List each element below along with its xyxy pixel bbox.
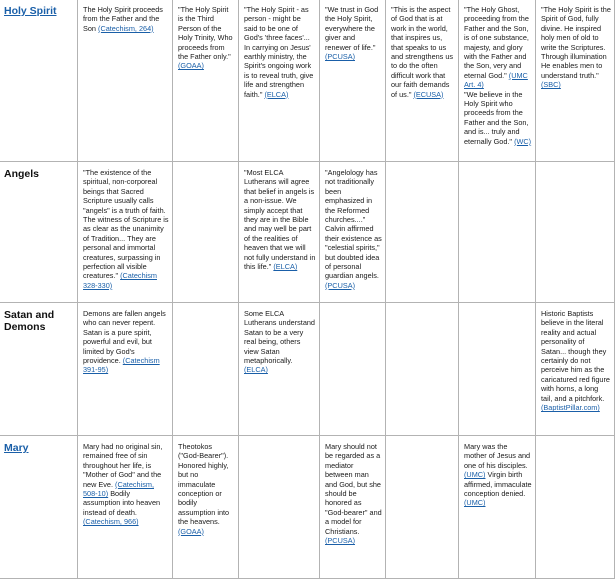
table-row [0,162,615,303]
table-cell [459,436,536,579]
table-cell [386,303,459,436]
cell-text: "The Holy Spirit is the Spirit of God, fully divine. He inspired holy men of old to write the Scriptures. Through illumination He enables men to understand truth." [541,5,611,80]
cell-text: "The Holy Ghost, proceeding from the Father and the Son, is of one substance, majesty, and glory with the Father and the Son, very and eternal God." [464,5,529,80]
cell-text: Mary should not be regarded as a mediator between man and God, but she should be honored as "God-bearer" and a model for Christians. [325,442,382,536]
source-link[interactable]: (GOAA) [178,526,204,536]
table-cell [386,436,459,579]
source-link[interactable]: (UMC Art. 4) [464,70,528,90]
table-cell [536,303,615,436]
table-cell [320,162,386,303]
source-link[interactable]: (Catechism, 264) [98,23,154,33]
table-cell [78,0,173,162]
source-link[interactable]: (WC) [514,136,532,146]
table-cell [536,436,615,579]
topic-link[interactable]: Holy Spirit [4,5,57,17]
cell-text: Virgin birth affirmed, immaculate conception denied. [464,470,532,499]
source-link[interactable]: (Catechism 391-95) [83,356,160,375]
cell-text: Mary was the mother of Jesus and one of his disciples. [464,442,531,470]
table-row [0,436,615,579]
source-link[interactable]: (PCUSA) [325,536,355,546]
table-cell [239,436,320,579]
table-cell [320,0,386,162]
table-cell [386,162,459,303]
cell-text: Some ELCA Lutherans understand Satan to be a very real being, others view Satan metaphorically. [244,309,315,366]
table-row [0,0,615,162]
topic-label: Satan and Demons [4,309,55,333]
topic-label: Angels [4,168,40,180]
cell-text: The Holy Spirit proceeds from the Father and the Son [83,5,163,33]
cell-text: "Most ELCA Lutherans will agree that belief in angels is a non-issue. We simply accept that they are in the Bible and may well be part of the realities of heaven that we will not fully understand in this life." [244,168,316,272]
source-link[interactable]: (ECUSA) [413,89,444,99]
source-link[interactable]: (Catechism, 966) [83,517,139,527]
source-link[interactable]: (GOAA) [178,61,204,71]
table-cell [173,303,239,436]
table-cell [320,303,386,436]
cell-text: "We trust in God the Holy Spirit, everywhere the giver and renewer of life." [325,5,379,52]
table-cell [173,162,239,303]
source-link[interactable]: (ELCA) [264,89,289,99]
cell-text: "The existence of the spiritual, non-corporeal beings that Sacred Scripture usually calls "angels" is a truth of faith. The witness of Scripture is as clear as the unanimity of Tradition... They are personal and immortal creatures, surpassing in perfection all visible creatures." [83,168,169,281]
table-cell [386,0,459,162]
table-cell [173,436,239,579]
source-link[interactable]: (PCUSA) [325,280,355,290]
table-cell [459,0,536,162]
table-cell [78,303,173,436]
cell-text: "The Holy Spirit is the Third Person of the Holy Trinity, Who proceeds from the Father only." [178,5,233,62]
table-cell [78,162,173,303]
source-link[interactable]: (UMC) [464,470,486,480]
source-link[interactable]: (Catechism 328-330) [83,271,157,290]
cell-text: "We believe in the Holy Spirit who proceeds from the Father and the Son, and is... truly and eternally God." [464,89,529,146]
row-header [0,162,78,303]
cell-text: "Angelology has not traditionally been emphasized in the Reformed churches...." Calvin affirmed their existence as "celestial spirits," but doubted idea of personal guardian angels. [325,168,382,281]
cell-text: Mary had no original sin, remained free of sin throughout her life, is "Mother of God" and the new Eve. [83,442,163,489]
table-cell [459,162,536,303]
source-link[interactable]: (SBC) [541,80,561,90]
table-cell [239,0,320,162]
source-link[interactable]: (UMC) [464,498,486,508]
table-row [0,303,615,436]
row-header[interactable] [0,0,78,162]
source-link[interactable]: (PCUSA) [325,52,355,62]
source-link[interactable]: (ELCA) [244,365,268,375]
table-cell [173,0,239,162]
source-link[interactable]: (BaptistPillar.com) [541,403,600,413]
cell-text: "This is the aspect of God that is at work in the world, that inspires us, that speaks to us and strengthens us to do the often difficult work that our faith demands of us." [391,5,454,99]
cell-text: Theotokos ("God-Bearer"). Honored highly, but no immaculate conception or bodily assumption into the heavens. [178,442,230,527]
table-cell [320,436,386,579]
source-link[interactable]: (Catechism, 508-10) [83,479,154,499]
topic-link[interactable]: Mary [4,442,29,454]
source-link[interactable]: (ELCA) [273,262,298,272]
table-cell [459,303,536,436]
row-header[interactable] [0,436,78,579]
cell-text: "The Holy Spirit - as person - might be said to be one of God's 'three faces'... In carrying on Jesus' earthly ministry, the Spirit's ongoing work is to reveal truth, give life and strengthen faith." [244,5,314,99]
row-header [0,303,78,436]
cell-text: Historic Baptists believe in the literal reality and actual personality of Satan... though they certainly do not perceive him as the caricatured red figure with horns, a long tail, and a pitchfork. [541,309,610,403]
cell-text: Bodily assumption into heaven instead of death. [83,489,161,517]
table-cell [536,0,615,162]
cell-text: Demons are fallen angels who can never repent. Satan is a pure spirit, powerful and evil, but limited by God's providence. [83,309,166,366]
table-cell [239,162,320,303]
table-cell [536,162,615,303]
table-cell [239,303,320,436]
table-cell [78,436,173,579]
